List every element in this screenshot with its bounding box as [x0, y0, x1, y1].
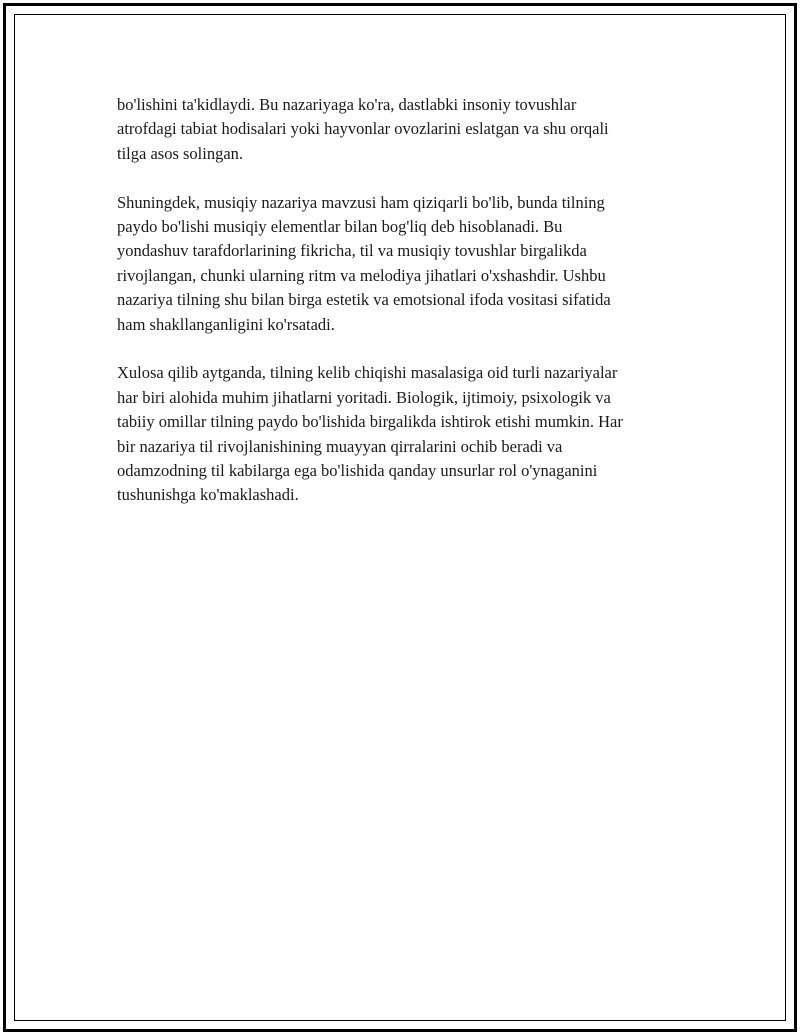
paragraph-line: har biri alohida muhim jihatlarni yoritadi. Biologik, ijtimoiy, psixologik va [117, 387, 611, 407]
paragraph-line: yondashuv tarafdorlarining fikricha, til va musiqiy tovushlar birgalikda [117, 241, 587, 261]
paragraph-1 [117, 93, 707, 166]
paragraph-line: rivojlangan, chunki ularning ritm va melodiya jihatlari o'xshashdir. Ushbu [117, 265, 606, 285]
paragraph-line: Xulosa qilib aytganda, tilning kelib chiqishi masalasiga oid turli nazariyalar [117, 363, 618, 383]
paragraph-line: tilga asos solingan. [117, 143, 244, 163]
paragraph-line: Shuningdek, musiqiy nazariya mavzusi ham qiziqarli bo'lib, bunda tilning [117, 192, 605, 212]
paragraph-line: bo'lishini ta'kidlaydi. Bu nazariyaga ko'ra, dastlabki insoniy tovushlar [117, 95, 577, 114]
paragraph-line: ham shakllanganligini ko'rsatadi. [117, 314, 335, 334]
paragraph-line: paydo bo'lishi musiqiy elementlar bilan bog'liq deb hisoblanadi. Bu [117, 217, 563, 237]
paragraph-line: atrofdagi tabiat hodisalari yoki hayvonlar ovozlarini eslatgan va shu orqali [117, 119, 609, 139]
paragraph-3 [117, 361, 707, 507]
paragraph-2 [117, 191, 707, 337]
document-body [117, 93, 707, 532]
paragraph-line: odamzodning til kabilarga ega bo'lishida qanday unsurlar rol o'ynaganini [117, 461, 598, 481]
paragraph-line: nazariya tilning shu bilan birga estetik va emotsional ifoda vositasi sifatida [117, 290, 611, 310]
paragraph-line: bir nazariya til rivojlanishining muayyan qirralarini ochib beradi va [117, 436, 563, 456]
paragraph-line: tabiiy omillar tilning paydo bo'lishida birgalikda ishtirok etishi mumkin. Har [117, 412, 623, 432]
paragraph-line: tushunishga ko'maklashadi. [117, 485, 299, 505]
